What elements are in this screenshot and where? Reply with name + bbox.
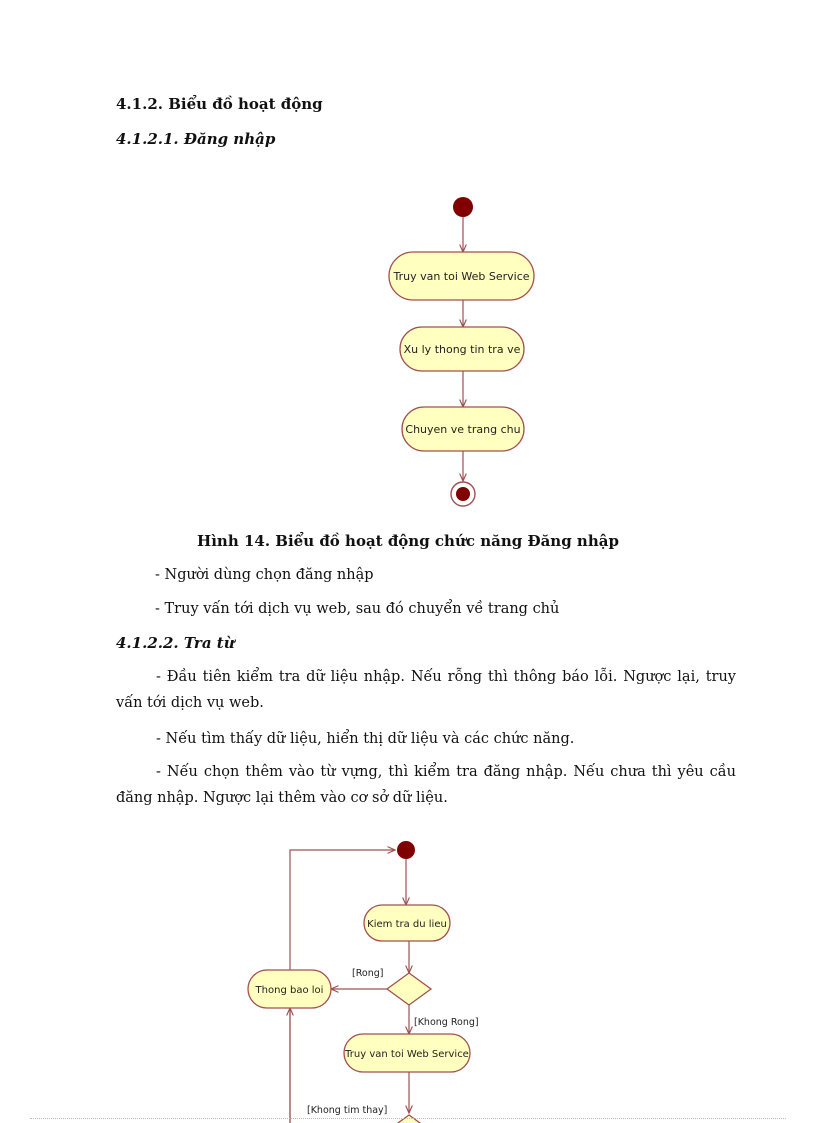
activity-label: Xu ly thong tin tra ve <box>403 343 521 356</box>
guard-not-empty: [Khong Rong] <box>414 1017 479 1028</box>
lookup-paragraph-3: - Nếu chọn thêm vào từ vựng, thì kiểm tra đăng nhập. Nếu chưa thì yêu cầu đăng nhập. Ngược lại thêm vào cơ sở dữ liệu. <box>116 764 736 806</box>
login-bullet-2: - Truy vấn tới dịch vụ web, sau đó chuyển về trang chủ <box>155 601 560 617</box>
guard-empty: [Rong] <box>352 968 384 979</box>
activity-label: Thong bao loi <box>255 985 324 996</box>
start-node <box>397 841 415 859</box>
heading-4-1-2: 4.1.2. Biểu đồ hoạt động <box>116 95 323 113</box>
page-bottom-divider <box>30 1118 786 1119</box>
guard-not-found: [Khong tim thay] <box>307 1105 388 1116</box>
decision-node <box>387 973 431 1005</box>
activity-label: Truy van toi Web Service <box>345 1049 469 1060</box>
login-activity-diagram <box>0 185 816 515</box>
activity-label: Kiem tra du lieu <box>367 919 447 930</box>
heading-4-1-2-1: 4.1.2.1. Đăng nhập <box>116 130 276 148</box>
activity-label: Chuyen ve trang chu <box>405 423 521 436</box>
activity-label: Truy van toi Web Service <box>393 270 530 283</box>
lookup-paragraph-2: - Nếu tìm thấy dữ liệu, hiển thị dữ liệu và các chức năng. <box>156 731 575 747</box>
end-node-core <box>456 487 470 501</box>
decision-node <box>387 1115 431 1123</box>
login-bullet-1: - Người dùng chọn đăng nhập <box>155 567 374 583</box>
lookup-paragraph-1: - Đầu tiên kiểm tra dữ liệu nhập. Nếu rỗng thì thông báo lỗi. Ngược lại, truy vấn tới dịch vụ web. <box>116 669 736 711</box>
start-node <box>453 197 473 217</box>
figure-caption: Hình 14. Biểu đồ hoạt động chức năng Đăng nhập <box>197 532 619 550</box>
heading-4-1-2-2: 4.1.2.2. Tra từ <box>116 634 235 652</box>
lookup-activity-diagram <box>0 830 816 1123</box>
